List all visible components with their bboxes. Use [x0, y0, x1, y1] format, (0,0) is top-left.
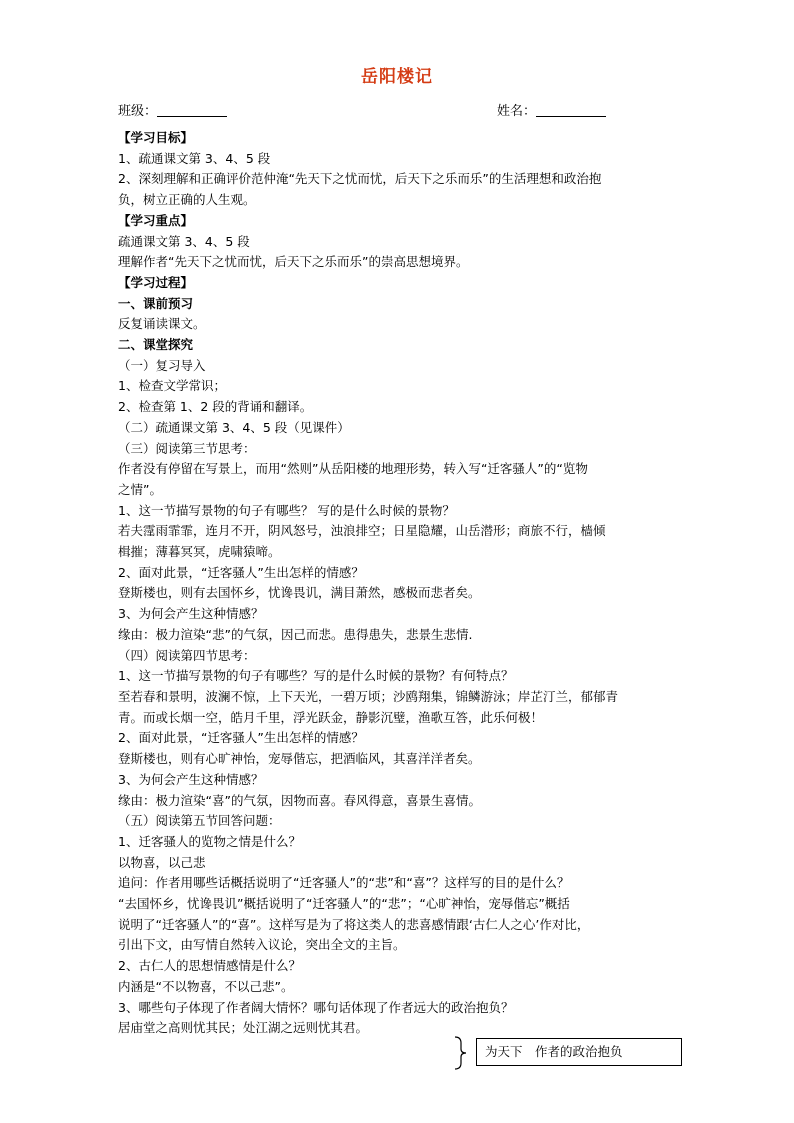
section-heading: 一、课前预习: [118, 295, 194, 311]
text-line: （二）疏通课文第 3、4、5 段（见课件）: [118, 419, 350, 435]
document-title: 岳阳楼记: [361, 67, 433, 87]
class-blank-line: [157, 103, 227, 117]
text-line: （三）阅读第三节思考：: [118, 440, 256, 456]
text-line: 引出下文，由写情自然转入议论，突出全文的主旨。: [118, 937, 406, 953]
text-line: 缘由：极力渲染“悲”的气氛，因己而悲。患得患失，悲景生悲情.: [118, 626, 473, 642]
class-field: [118, 100, 227, 119]
text-line: 3、哪些句子体现了作者阔大情怀？哪句话体现了作者远大的政治抱负？: [118, 999, 514, 1015]
text-line: （四）阅读第四节思考：: [118, 647, 256, 663]
text-line: 1、疏通课文第 3、4、5 段: [118, 150, 271, 166]
text-line: 以物喜，以己悲: [118, 854, 206, 870]
text-line: 若夫霪雨霏霏，连月不开，阴风怒号，浊浪排空；日星隐耀，山岳潜形；商旅不行，樯倾: [118, 523, 606, 539]
text-line: 反复诵读课文。: [118, 316, 206, 332]
text-line: 疏通课文第 3、4、5 段: [118, 233, 250, 249]
section-heading: 【学习过程】: [118, 274, 194, 290]
text-line: “去国怀乡，忧谗畏讥”概括说明了“迁客骚人”的“悲”；“心旷神怡，宠辱偕忘”概括: [118, 896, 570, 912]
text-line: 登斯楼也，则有去国怀乡，忧谗畏讥，满目萧然，感极而悲者矣。: [118, 585, 481, 601]
text-line: （一）复习导入: [118, 357, 206, 373]
section-heading: 【学习重点】: [118, 212, 194, 228]
text-line: 2、古仁人的思想情感情是什么？: [118, 958, 301, 974]
annotation-box: 为天下 作者的政治抱负: [476, 1038, 682, 1066]
text-line: 登斯楼也，则有心旷神怡，宠辱偕忘，把酒临风，其喜洋洋者矣。: [118, 751, 481, 767]
class-label: 班级：: [118, 104, 158, 119]
name-blank-line: [536, 103, 606, 117]
name-label: 姓名：: [497, 104, 537, 119]
right-brace-icon: [452, 1036, 468, 1070]
text-line: 1、这一节描写景物的句子有哪些？ 写的是什么时候的景物？: [118, 502, 455, 518]
text-line: 青。而或长烟一空，皓月千里，浮光跃金，静影沉璧，渔歌互答，此乐何极！: [118, 709, 544, 725]
text-line: 楫摧；薄暮冥冥，虎啸猿啼。: [118, 544, 281, 560]
text-line: 作者没有停留在写景上，而用“然则”从岳阳楼的地理形势，转入写“迁客骚人”的“览物: [118, 461, 588, 477]
document-body: [118, 128, 678, 1039]
section-heading: 二、课堂探究: [118, 337, 194, 353]
section-heading: 【学习目标】: [118, 130, 194, 145]
text-line: 2、面对此景，“迁客骚人”生出怎样的情感？: [118, 730, 364, 746]
text-line: 之情”。: [118, 481, 162, 497]
text-line: 说明了“迁客骚人”的“喜”。这样写是为了将这类人的悲喜感情跟‘古仁人之心’作对比，: [118, 916, 590, 932]
text-line: 负，树立正确的人生观。: [118, 192, 256, 208]
text-line: 至若春和景明，波澜不惊，上下天光，一碧万顷；沙鸥翔集，锦鳞游泳；岸芷汀兰，郁郁青: [118, 688, 619, 704]
text-line: （五）阅读第五节回答问题：: [118, 813, 281, 829]
text-line: 缘由：极力渲染“喜”的气氛，因物而喜。春风得意，喜景生喜情。: [118, 792, 481, 808]
text-line: 居庙堂之高则忧其民；处江湖之远则忧其君。: [118, 1020, 369, 1036]
text-line: 3、为何会产生这种情感？: [118, 771, 264, 787]
text-line: 2、深刻理解和正确评价范仲淹“先天下之忧而忧，后天下之乐而乐”的生活理想和政治抱: [118, 171, 602, 187]
text-line: 追问：作者用哪些话概括说明了“迁客骚人”的“悲”和“喜”？这样写的目的是什么？: [118, 875, 570, 891]
text-line: 3、为何会产生这种情感？: [118, 606, 264, 622]
text-line: 1、检查文学常识；: [118, 378, 226, 394]
text-line: 2、检查第 1、2 段的背诵和翻译。: [118, 399, 313, 415]
text-line: 1、这一节描写景物的句子有哪些？写的是什么时候的景物？有何特点？: [118, 668, 514, 684]
text-line: 1、迁客骚人的览物之情是什么？: [118, 833, 301, 849]
text-line: 2、面对此景，“迁客骚人”生出怎样的情感？: [118, 564, 364, 580]
text-line: 内涵是“不以物喜，不以己悲”。: [118, 978, 294, 994]
text-line: 理解作者“先天下之忧而忧，后天下之乐而乐”的崇高思想境界。: [118, 254, 469, 270]
name-field: [497, 100, 606, 119]
